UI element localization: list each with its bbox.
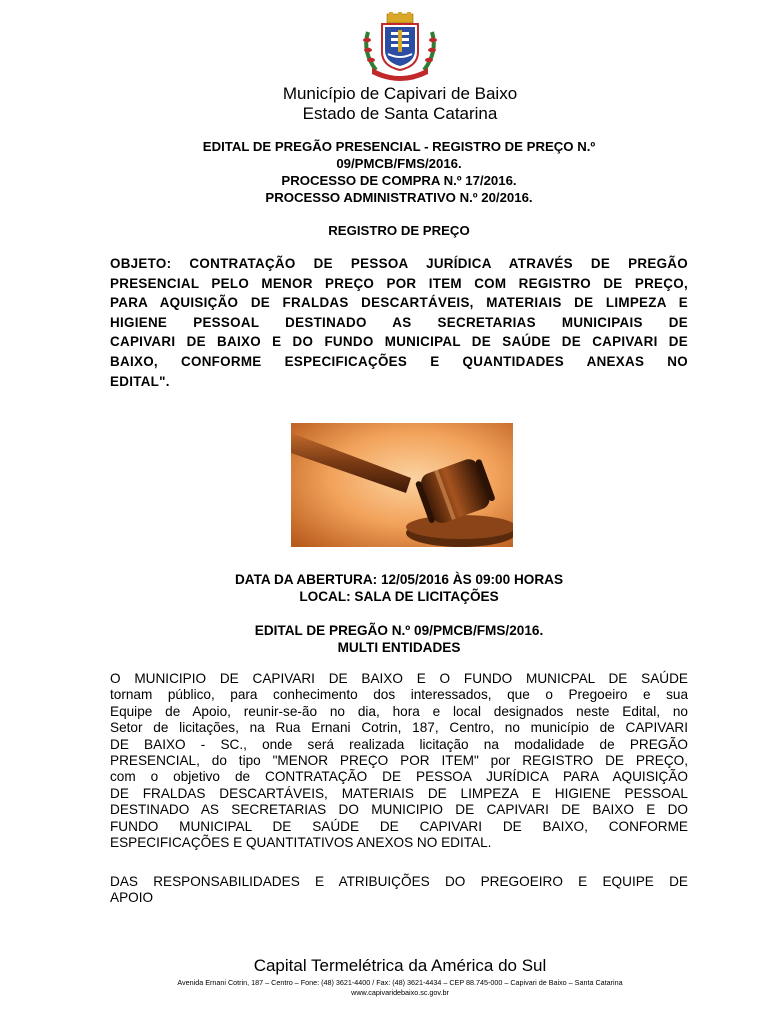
footer-website: www.capivaridebaixo.sc.gov.br <box>351 987 449 997</box>
objeto-line: CAPIVARI DE BAIXO E DO FUNDO MUNICIPAL DE SAÚDE DE CAPIVARI DE <box>110 334 688 350</box>
edital-title-line1: EDITAL DE PREGÃO PRESENCIAL - REGISTRO DE PREÇO N.º <box>202 139 596 154</box>
objeto-line: EDITAL". <box>110 373 170 389</box>
objeto-line: PRESENCIAL PELO MENOR PREÇO POR ITEM COM REGISTRO DE PREÇO, <box>110 275 688 291</box>
paragraph-line: FUNDO MUNICIPAL DE SAÚDE DE CAPIVARI DE BAIXO, CONFORME <box>110 818 688 834</box>
paragraph-line: com o objetivo de CONTRATAÇÃO DE PESSOA JURÍDICA PARA AQUISIÇÃO <box>110 769 688 785</box>
judge-gavel-photo <box>291 423 513 547</box>
edital-title-line2: 09/PMCB/FMS/2016. <box>336 156 462 171</box>
paragraph-line: tornam público, para conhecimento dos interessados, que o Pregoeiro e sua <box>110 687 688 703</box>
paragraph-line: ESPECIFICAÇÕES E QUANTITATIVOS ANEXOS NO EDITAL. <box>110 835 492 851</box>
paragraph-line: DESTINADO AS SECRETARIAS DO MUNICIPIO DE CAPIVARI DE BAIXO E DO <box>110 802 688 818</box>
municipality-name: Município de Capivari de Baixo <box>282 84 518 103</box>
section-line: APOIO <box>110 890 154 906</box>
paragraph-line: DE FRALDAS DESCARTÁVEIS, MATERIAIS DE LIMPEZA E HIGIENE PESSOAL <box>110 785 688 801</box>
data-abertura: DATA DA ABERTURA: 12/05/2016 ÀS 09:00 HORAS <box>234 572 564 587</box>
section-line: DAS RESPONSABILIDADES E ATRIBUIÇÕES DO PREGOEIRO E EQUIPE DE <box>110 874 688 889</box>
objeto-line: HIGIENE PESSOAL DESTINADO AS SECRETARIAS MUNICIPAIS DE <box>110 314 688 330</box>
municipal-coat-of-arms <box>358 12 442 82</box>
footer-slogan: Capital Termelétrica da América do Sul <box>253 956 547 975</box>
objeto-line: OBJETO: CONTRATAÇÃO DE PESSOA JURÍDICA ATRAVÉS DE PREGÃO <box>110 256 688 271</box>
objeto-paragraph <box>110 254 688 391</box>
paragraph-line: O MUNICIPIO DE CAPIVARI DE BAIXO E O FUNDO MUNICPAL DE SAÚDE <box>110 671 688 686</box>
multi-entidades: MULTI ENTIDADES <box>337 640 461 655</box>
state-name: Estado de Santa Catarina <box>302 104 498 123</box>
objeto-line: PARA AQUISIÇÃO DE FRALDAS DESCARTÁVEIS, MATERIAIS DE LIMPEZA E <box>110 295 688 311</box>
registro-de-preco-heading: REGISTRO DE PREÇO <box>328 223 470 238</box>
footer-address-block <box>0 978 770 997</box>
main-paragraph <box>110 671 688 851</box>
objeto-line: BAIXO, CONFORME ESPECIFICAÇÕES E QUANTIDADES ANEXAS NO <box>110 353 688 369</box>
processo-administrativo: PROCESSO ADMINISTRATIVO N.º 20/2016. <box>265 190 533 205</box>
paragraph-line: Equipe de Apoio, reunir-se-ão no dia, hora e local designados neste Edital, no <box>110 703 688 719</box>
paragraph-line: Setor de licitações, na Rua Ernani Cotrin, 187, Centro, no município de CAPIVARI <box>110 720 688 736</box>
processo-compra: PROCESSO DE COMPRA N.º 17/2016. <box>281 173 517 188</box>
footer-address: Avenida Ernani Cotrin, 187 – Centro – Fone: (48) 3621-4400 / Fax: (48) 3621-4434 – CEP 88.745-000 – Capivari de Baixo – Santa Catarina <box>177 978 623 987</box>
section-heading <box>110 874 688 907</box>
paragraph-line: PRESENCIAL, do tipo "MENOR PREÇO POR ITEM" por REGISTRO DE PREÇO, <box>110 753 688 769</box>
paragraph-line: DE BAIXO - SC., onde será realizada licitação na modalidade de PREGÃO <box>110 736 688 752</box>
edital-pregao-title: EDITAL DE PREGÃO N.º 09/PMCB/FMS/2016. <box>254 623 544 638</box>
local-licitacao: LOCAL: SALA DE LICITAÇÕES <box>299 589 499 604</box>
